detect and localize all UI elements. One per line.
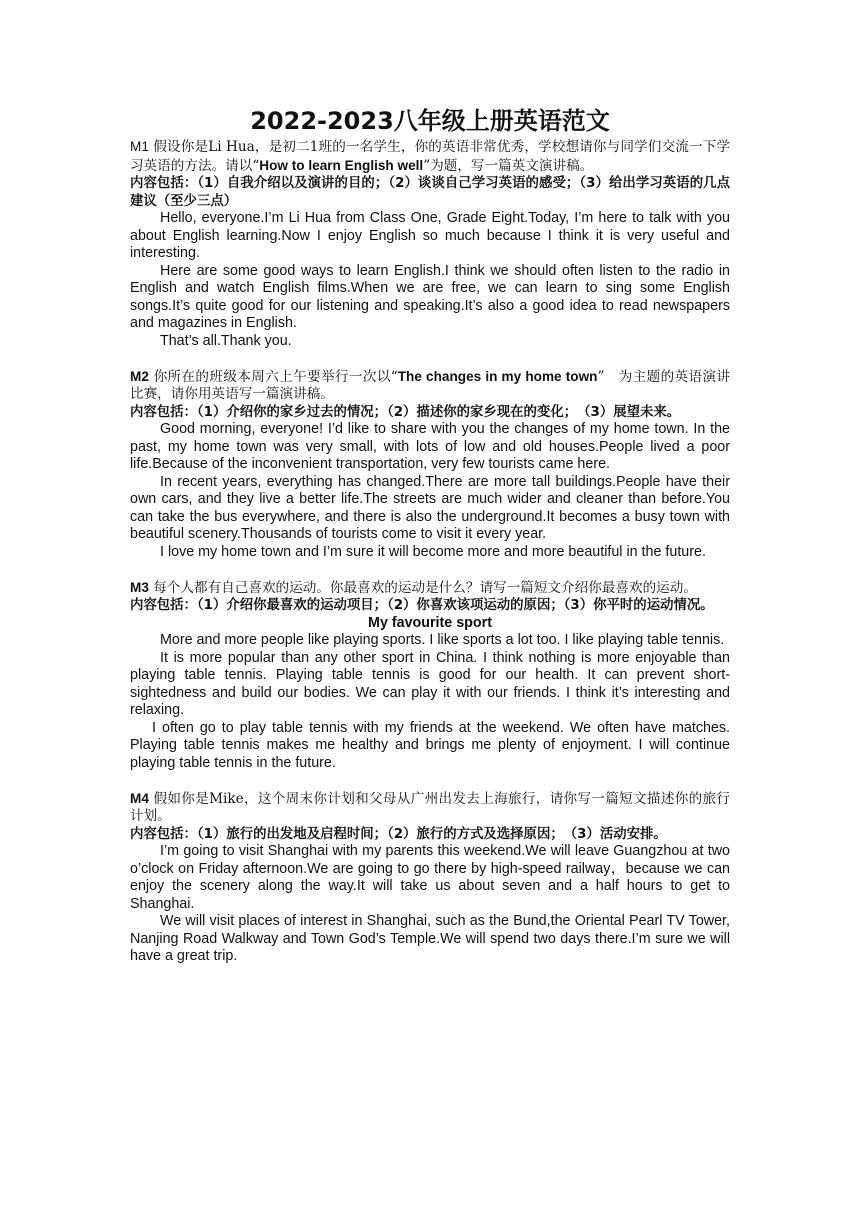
section-m2 [130,368,730,562]
section-m1 [130,138,730,350]
requirements: 内容包括：（1）自我介绍以及演讲的目的；（2）谈谈自己学习英语的感受；（3）给出学习英语的几点建议（至少三点） [130,176,730,209]
prompt [130,368,730,404]
section-label: M2 [130,368,149,384]
prompt-quote: The changes in my home town [397,368,598,384]
section-label: M4 [130,790,149,806]
essay-paragraph: Hello, everyone.I’m Li Hua from Class One, Grade Eight.Today, I’m here to talk with you about English learning.Now I enjoy English so much because I think it is very useful and interesting. [130,210,730,261]
prompt-text: 假如你是Mike，这个周末你计划和父母从广州出发去上海旅行，请你写一篇短文描述你的旅行计划。 [130,790,730,824]
essay-paragraph: That’s all.Thank you. [160,332,292,349]
section-label: M1 [130,139,149,154]
essay-paragraph: I often go to play table tennis with my friends at the weekend. We often have matches. Playing table tennis makes me healthy and brings me plenty of enjoyment. I will continue playing table tennis in the future. [130,719,730,771]
requirements: 内容包括：（1）旅行的出发地及启程时间；（2）旅行的方式及选择原因； （3）活动安排。 [130,826,667,842]
section-label: M3 [130,579,149,595]
prompt [130,579,730,598]
prompt-text-after: ”为题，写一篇英文演讲稿。 [423,157,594,174]
prompt-text: 你所在的班级本周六上午要举行一次以“ [148,368,398,385]
prompt-quote: How to learn English well [259,157,424,173]
requirements: 内容包括：（1）介绍你最喜欢的运动项目；（2）你喜欢该项运动的原因；（3）你平时的运动情况。 [130,598,714,613]
requirements: 内容包括：（1）介绍你的家乡过去的情况；（2）描述你的家乡现在的变化； （3）展望未来。 [130,404,681,420]
essay-paragraph: Here are some good ways to learn English.I think we should often listen to the radio in English and watch English films.When we are free, we can learn to sing some English songs.It’s quite good for our listening and speaking.It’s also a good idea to read newspapers and magazines in English. [130,262,730,331]
essay-paragraph: We will visit places of interest in Shanghai, such as the Bund,the Oriental Pearl TV Tower, Nanjing Road Walkway and Town God’s Temple.We will spend two days there.I’m sure we will have a great trip. [130,913,730,964]
document-page [130,104,730,966]
spacer [130,772,730,790]
essay-paragraph: Good morning, everyone! I’d like to share with you the changes of my home town. In the past, my home town was very small, with lots of low and old houses.People lived a poor life.Because of the inconvenient transportation, very few tourists came here. [130,421,730,472]
prompt [130,138,730,175]
essay-paragraph: In recent years, everything has changed.There are more tall buildings.People have their own cars, and they live a better life.The streets are much wider and cleaner than before.You can take the bus everywhere, and there is also the underground.It becomes a busy town with beautiful scenery.Thousands of tourists come to visit it every year. [130,473,730,542]
essay-paragraph: More and more people like playing sports. I like sports a lot too. I like playing table tennis. [160,632,725,648]
essay-paragraph: I’m going to visit Shanghai with my parents this weekend.We will leave Guangzhou at two o’clock on Friday afternoon.We are going to go there by high-speed railway，because we can enjoy the scenery along the way.It will take us about seven and a half hours to get to Shanghai. [130,843,730,912]
prompt [130,790,730,826]
document-title: 2022-2023八年级上册英语范文 [250,107,610,135]
prompt-text-after: ” 为主题的英语演讲比赛，请你用英语写一篇演讲稿。 [130,368,730,402]
spacer [130,561,730,579]
essay-paragraph: It is more popular than any other sport in China. I think nothing is more enjoyable than playing table tennis. Playing table tennis is good for our health. It can prevent short-sightedness and build our bodies. We can play it with our friends. I think it’s interesting and relaxing. [130,649,730,718]
section-m3 [130,579,730,773]
prompt-text: 假设你是Li Hua，是初二1班的一名学生，你的英语非常优秀，学校想请你与同学们交流一下学习英语的方法。请以“ [130,139,730,174]
section-m4 [130,790,730,966]
prompt-text: 每个人都有自己喜欢的运动。你最喜欢的运动是什么？请写一篇短文介绍你最喜欢的运动。 [148,579,697,596]
spacer [130,350,730,368]
essay-paragraph: I love my home town and I’m sure it will become more and more beautiful in the future. [160,543,706,560]
essay-title: My favourite sport [368,614,492,631]
